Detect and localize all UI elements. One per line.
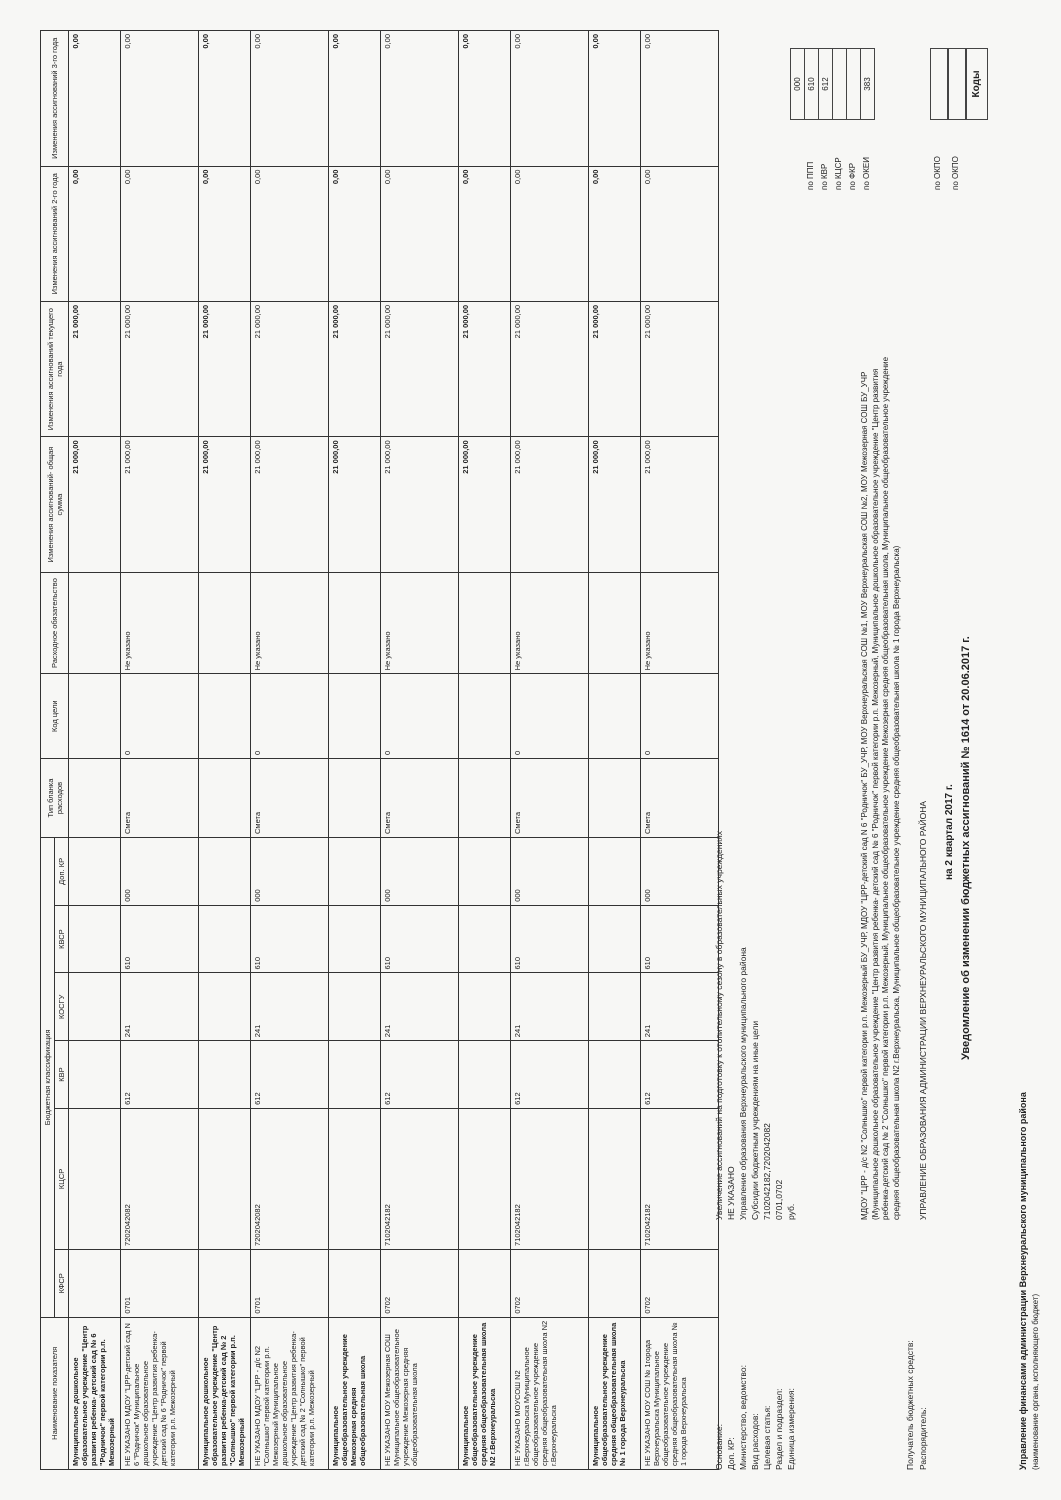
cell-y3: 0,00 — [69, 31, 121, 167]
col-header-blank-type: Тип бланка расходов — [41, 759, 69, 838]
cell-kvsr: 610 — [511, 905, 589, 973]
cell-kosgu: 241 — [641, 973, 719, 1041]
cell-kcsr — [459, 1108, 511, 1249]
cell-y2: 0,00 — [459, 166, 511, 301]
col-header-kosgu: КОСГУ — [55, 973, 69, 1041]
code-label: по КВР — [820, 163, 829, 190]
cell-total: 21 000,00 — [511, 437, 589, 572]
cell-y3: 0,00 — [251, 31, 329, 167]
org-name: Управление финансами администрации Верхнеуральского муниципального района — [1018, 1092, 1028, 1470]
cell-dopkr — [589, 838, 641, 906]
field-value: УПРАВЛЕНИЕ ОБРАЗОВАНИЯ АДМИНИСТРАЦИИ ВЕРХНЕУРАЛЬСКОГО МУНИЦИПАЛЬНОГО РАЙОНА — [918, 800, 928, 1220]
cell-kvsr — [329, 905, 381, 973]
cell-kcsr: 7202042082 — [121, 1108, 199, 1249]
cell-y2: 0,00 — [381, 166, 459, 301]
code-row — [930, 50, 948, 250]
code-row — [790, 50, 804, 250]
cell-y3: 0,00 — [641, 31, 719, 167]
table-header-row — [41, 31, 55, 1470]
cell-oblig — [69, 572, 121, 674]
cell-kvr — [69, 1041, 121, 1109]
cell-blank: Смета — [641, 759, 719, 838]
code-label: по ОКПО — [951, 156, 960, 190]
cell-dopkr: 000 — [251, 838, 329, 906]
code-label: по ФКР — [848, 162, 857, 190]
cell-total: 21 000,00 — [121, 437, 199, 572]
cell-kosgu: 241 — [381, 973, 459, 1041]
cell-kvr — [199, 1041, 251, 1109]
field-label: Распорядитель: — [918, 1407, 928, 1470]
cell-kvsr: 610 — [251, 905, 329, 973]
cell-name: НЕ УКАЗАНО МДОУ "ЦРР-детский сад N 6 "Родничок" Муниципальное дошкольное образовательное учреждение "Центр развития ребенка- детский сад № 6 "Родничок" первой категории р.п. Межозерный — [121, 1317, 199, 1469]
cell-blank: Смета — [511, 759, 589, 838]
col-header-chg-3: Изменения ассигнований 3-го года — [41, 31, 69, 167]
cell-kfsr: 0701 — [121, 1249, 199, 1317]
cell-total: 21 000,00 — [329, 437, 381, 572]
cell-kosgu — [589, 973, 641, 1041]
cell-oblig: Не указано — [251, 572, 329, 674]
cell-dopkr — [459, 838, 511, 906]
cell-kcsr: 7202042082 — [251, 1108, 329, 1249]
cell-kvr: 612 — [381, 1041, 459, 1109]
allocation-table-wrap — [40, 30, 690, 1470]
document-title: Уведомление об изменении бюджетных ассигнований № 1614 от 20.06.2017 г. — [960, 636, 972, 1060]
cell-dopkr — [69, 838, 121, 906]
cell-y3: 0,00 — [329, 31, 381, 167]
cell-kfsr — [459, 1249, 511, 1317]
cell-goal: 0 — [251, 674, 329, 759]
cell-oblig: Не указано — [121, 572, 199, 674]
field-label: Единица измерения: — [786, 1388, 796, 1470]
cell-name: Муниципальное дошкольное образовательное учреждение "Центр развития ребенка-детский сад № 2 "Солнышко" первой категории р.п. Межозерный — [199, 1317, 251, 1469]
code-label: по ОКЕИ — [862, 157, 871, 190]
cell-dopkr: 000 — [511, 838, 589, 906]
cell-oblig: Не указано — [381, 572, 459, 674]
field-value: 7102042182,7202042082 — [762, 1123, 772, 1220]
cell-oblig — [199, 572, 251, 674]
cell-goal: 0 — [511, 674, 589, 759]
field-label: Целевая статья: — [762, 1405, 772, 1470]
cell-goal — [589, 674, 641, 759]
cell-kfsr — [329, 1249, 381, 1317]
cell-kfsr: 0702 — [641, 1249, 719, 1317]
code-value: 610 — [804, 48, 819, 120]
codes-box — [790, 40, 990, 250]
cell-goal: 0 — [641, 674, 719, 759]
cell-dopkr: 000 — [381, 838, 459, 906]
cell-kcsr: 7102042182 — [381, 1108, 459, 1249]
table-row-detail — [381, 31, 459, 1470]
cell-name: Муниципальное общеобразовательное учреждение средняя общеобразовательная школа N2 г.Верхнеуральска — [459, 1317, 511, 1469]
cell-y2: 0,00 — [511, 166, 589, 301]
table-row-detail — [121, 31, 199, 1470]
cell-oblig: Не указано — [511, 572, 589, 674]
cell-total: 21 000,00 — [251, 437, 329, 572]
col-header-chg-total: Изменения ассигнований- общая сумма — [41, 437, 69, 572]
cell-y2: 0,00 — [121, 166, 199, 301]
code-value: 612 — [818, 48, 833, 120]
code-value: 000 — [790, 48, 805, 120]
cell-kcsr: 7102042182 — [641, 1108, 719, 1249]
col-header-kvr: КВР — [55, 1041, 69, 1109]
field-label: Доп. КР: — [726, 1437, 736, 1470]
cell-total: 21 000,00 — [641, 437, 719, 572]
cell-goal: 0 — [121, 674, 199, 759]
cell-name: Муниципальное общеобразовательное учреждение Межозерная средняя общеобразовательная школа — [329, 1317, 381, 1469]
field-label: Получатель бюджетных средств: — [905, 1340, 915, 1470]
table-row-detail — [641, 31, 719, 1470]
cell-blank — [69, 759, 121, 838]
cell-name: НЕ УКАЗАНО МОУ Межозерная СОШ Муниципальное общеобразовательное учреждение Межозерная средняя общеобразовательная школа — [381, 1317, 459, 1469]
cell-kvsr — [589, 905, 641, 973]
cell-kosgu — [69, 973, 121, 1041]
col-header-kvsr: КВСР — [55, 905, 69, 973]
cell-kfsr — [589, 1249, 641, 1317]
cell-kvsr — [459, 905, 511, 973]
cell-y2: 0,00 — [199, 166, 251, 301]
cell-kvr — [459, 1041, 511, 1109]
cell-kosgu: 241 — [511, 973, 589, 1041]
code-row — [832, 50, 846, 250]
cell-blank — [589, 759, 641, 838]
cell-kvsr — [69, 905, 121, 973]
cell-kcsr: 7102042182 — [511, 1108, 589, 1249]
field-value: Субсидии бюджетным учреждениям на иные цели — [750, 1020, 760, 1220]
cell-kfsr — [199, 1249, 251, 1317]
cell-kvsr: 610 — [121, 905, 199, 973]
cell-oblig: Не указано — [641, 572, 719, 674]
table-row-detail — [511, 31, 589, 1470]
cell-dopkr: 000 — [641, 838, 719, 906]
cell-cur: 21 000,00 — [329, 301, 381, 436]
code-row — [804, 50, 818, 250]
cell-blank — [199, 759, 251, 838]
col-header-goal-code: Код цели — [41, 674, 69, 759]
cell-dopkr: 000 — [121, 838, 199, 906]
cell-blank: Смета — [121, 759, 199, 838]
cell-y2: 0,00 — [589, 166, 641, 301]
cell-kfsr: 0702 — [381, 1249, 459, 1317]
org-note: (наименование органа, исполняющего бюджет) — [1031, 1293, 1040, 1470]
cell-y2: 0,00 — [69, 166, 121, 301]
cell-kvr — [329, 1041, 381, 1109]
table-row-institution — [329, 31, 381, 1470]
cell-kvr: 612 — [121, 1041, 199, 1109]
field-label: Основание: — [714, 1424, 724, 1470]
cell-goal — [459, 674, 511, 759]
cell-kvr: 612 — [641, 1041, 719, 1109]
col-header-kfsr: КФСР — [55, 1249, 69, 1317]
cell-kcsr — [199, 1108, 251, 1249]
cell-oblig — [589, 572, 641, 674]
field-value: 0701,0702 — [774, 1179, 784, 1220]
code-row — [860, 50, 874, 250]
cell-cur: 21 000,00 — [69, 301, 121, 436]
cell-kcsr — [329, 1108, 381, 1249]
cell-kosgu: 241 — [121, 973, 199, 1041]
cell-total: 21 000,00 — [381, 437, 459, 572]
code-row — [948, 50, 966, 250]
field-value: руб. — [786, 1203, 796, 1220]
field-label: Вид расходов: — [750, 1413, 760, 1470]
cell-name: НЕ УКАЗАНО МОУ СОШ № 1города Верхнеуральска Муниципальное общеобразовательное учреждение средняя общеобразовательная школа № 1 города Верхнеуральска — [641, 1317, 719, 1469]
cell-kfsr: 0701 — [251, 1249, 329, 1317]
table-row-institution — [69, 31, 121, 1470]
cell-dopkr — [199, 838, 251, 906]
code-value — [948, 48, 966, 120]
cell-blank — [329, 759, 381, 838]
cell-y3: 0,00 — [199, 31, 251, 167]
cell-cur: 21 000,00 — [381, 301, 459, 436]
allocation-table — [40, 30, 719, 1470]
field-value: Управление образования Верхнеуральского муниципального района — [738, 947, 748, 1220]
cell-cur: 21 000,00 — [511, 301, 589, 436]
cell-cur: 21 000,00 — [199, 301, 251, 436]
table-row-detail — [251, 31, 329, 1470]
table-row-institution — [459, 31, 511, 1470]
cell-y3: 0,00 — [511, 31, 589, 167]
cell-kosgu — [199, 973, 251, 1041]
cell-cur: 21 000,00 — [589, 301, 641, 436]
field-label: Министерство, ведомство: — [738, 1365, 748, 1470]
col-header-budget-class: Бюджетная классификация — [41, 838, 55, 1318]
col-header-obligation: Расходное обязательство — [41, 572, 69, 674]
cell-cur: 21 000,00 — [251, 301, 329, 436]
cell-kosgu — [459, 973, 511, 1041]
cell-total: 21 000,00 — [589, 437, 641, 572]
code-value — [930, 48, 948, 120]
code-row — [846, 50, 860, 250]
cell-name: Муниципальное общеобразовательное учреждение средняя общеобразовательная школа № 1 города Верхнеуральска — [589, 1317, 641, 1469]
cell-y2: 0,00 — [641, 166, 719, 301]
cell-y3: 0,00 — [121, 31, 199, 167]
cell-oblig — [329, 572, 381, 674]
cell-kfsr: 0702 — [511, 1249, 589, 1317]
table-row-institution — [199, 31, 251, 1470]
cell-kcsr — [589, 1108, 641, 1249]
code-value — [846, 48, 861, 120]
cell-kvr: 612 — [511, 1041, 589, 1109]
cell-total: 21 000,00 — [459, 437, 511, 572]
cell-kvr — [589, 1041, 641, 1109]
col-header-dopkr: Доп. КР — [55, 838, 69, 906]
cell-y3: 0,00 — [459, 31, 511, 167]
code-row — [818, 50, 832, 250]
cell-kvsr: 610 — [641, 905, 719, 973]
table-row-institution — [589, 31, 641, 1470]
cell-kvsr — [199, 905, 251, 973]
col-header-chg-cur: Изменения ассигнований текущего года — [41, 301, 69, 436]
cell-y3: 0,00 — [381, 31, 459, 167]
cell-goal — [329, 674, 381, 759]
field-label: Раздел и подраздел: — [774, 1388, 784, 1470]
cell-goal — [69, 674, 121, 759]
code-label: по ОКПО — [933, 156, 942, 190]
cell-goal: 0 — [381, 674, 459, 759]
col-header-kcsr: КЦСР — [55, 1108, 69, 1249]
cell-total: 21 000,00 — [69, 437, 121, 572]
cell-kosgu: 241 — [251, 973, 329, 1041]
cell-blank — [459, 759, 511, 838]
cell-y3: 0,00 — [589, 31, 641, 167]
cell-total: 21 000,00 — [199, 437, 251, 572]
codes-title: Коды — [966, 48, 988, 120]
cell-oblig — [459, 572, 511, 674]
cell-cur: 21 000,00 — [121, 301, 199, 436]
cell-name: НЕ УКАЗАНО МОУСОШ N2 г.Верхнеуральска Муниципальное общеобразовательное учреждение средняя общеобразовательная школа N2 г.Верхнеуральска — [511, 1317, 589, 1469]
cell-y2: 0,00 — [251, 166, 329, 301]
document-subtitle: на 2 квартал 2017 г. — [944, 784, 955, 880]
cell-kosgu — [329, 973, 381, 1041]
fields-block — [800, 320, 935, 1470]
col-header-chg-2: Изменения ассигнований 2-го года — [41, 166, 69, 301]
cell-dopkr — [329, 838, 381, 906]
cell-kcsr — [69, 1108, 121, 1249]
cell-cur: 21 000,00 — [641, 301, 719, 436]
cell-blank: Смета — [381, 759, 459, 838]
col-header-name: Наименование показателя — [41, 1317, 69, 1469]
cell-y2: 0,00 — [329, 166, 381, 301]
field-value: МДОУ "ЦРР - д/с N2 "Солнышко" первой категории р.п. Межозерный БУ_УЧР, МДОУ "ЦРР-детский сад N 6 "Родничок" БУ_УЧР, МОУ Верхнеуральская СОШ №1, МОУ Верхнеуральская СОШ №2, МОУ Межозерная СОШ БУ_УЧР (Муниципальное дошкольное образовательное учреждение "Центр развития ребенка- детский сад № 6 "Родничок" первой категории р.п. Межозерный, Муниципальное дошкольное образовательное учреждение "Центр развития ребенка-детский сад № 2 "Солнышко" первой категории р.п. Межозерный, Муниципальное общеобразовательное учреждение Межозерная средняя общеобразовательная школа, Муниципальное общеобразовательное учреждение средняя общеобразовательная школа N2 г.Верхнеуральска, Муниципальное общеобразовательное учреждение средняя общеобразовательная школа № 1 города Верхнеуральска) — [860, 356, 901, 1220]
field-value: Увеличение ассигнований на подготовку к отопительному сезону в образовательных учреждениях — [714, 831, 724, 1220]
cell-kfsr — [69, 1249, 121, 1317]
cell-name: Муниципальное дошкольное образовательное учреждение "Центр развития ребенка- детский сад № 6 "Родничок" первой категории р.п. Межозерный — [69, 1317, 121, 1469]
cell-goal — [199, 674, 251, 759]
field-value: НЕ УКАЗАНО — [726, 1166, 736, 1220]
code-label: по КЦСР — [834, 157, 843, 190]
cell-kvr: 612 — [251, 1041, 329, 1109]
code-value: 383 — [860, 48, 875, 120]
code-value — [832, 48, 847, 120]
cell-name: НЕ УКАЗАНО МДОУ "ЦРР - д/с N2 "Солнышко" первой категории р.п. Межозерный Муниципальное дошкольное образовательное учреждение "Центр развития ребенка-детский сад № 2 "Солнышко" первой категории р.п. Межозерный — [251, 1317, 329, 1469]
code-label: по ППП — [806, 161, 815, 190]
cell-cur: 21 000,00 — [459, 301, 511, 436]
cell-kvsr: 610 — [381, 905, 459, 973]
cell-blank: Смета — [251, 759, 329, 838]
